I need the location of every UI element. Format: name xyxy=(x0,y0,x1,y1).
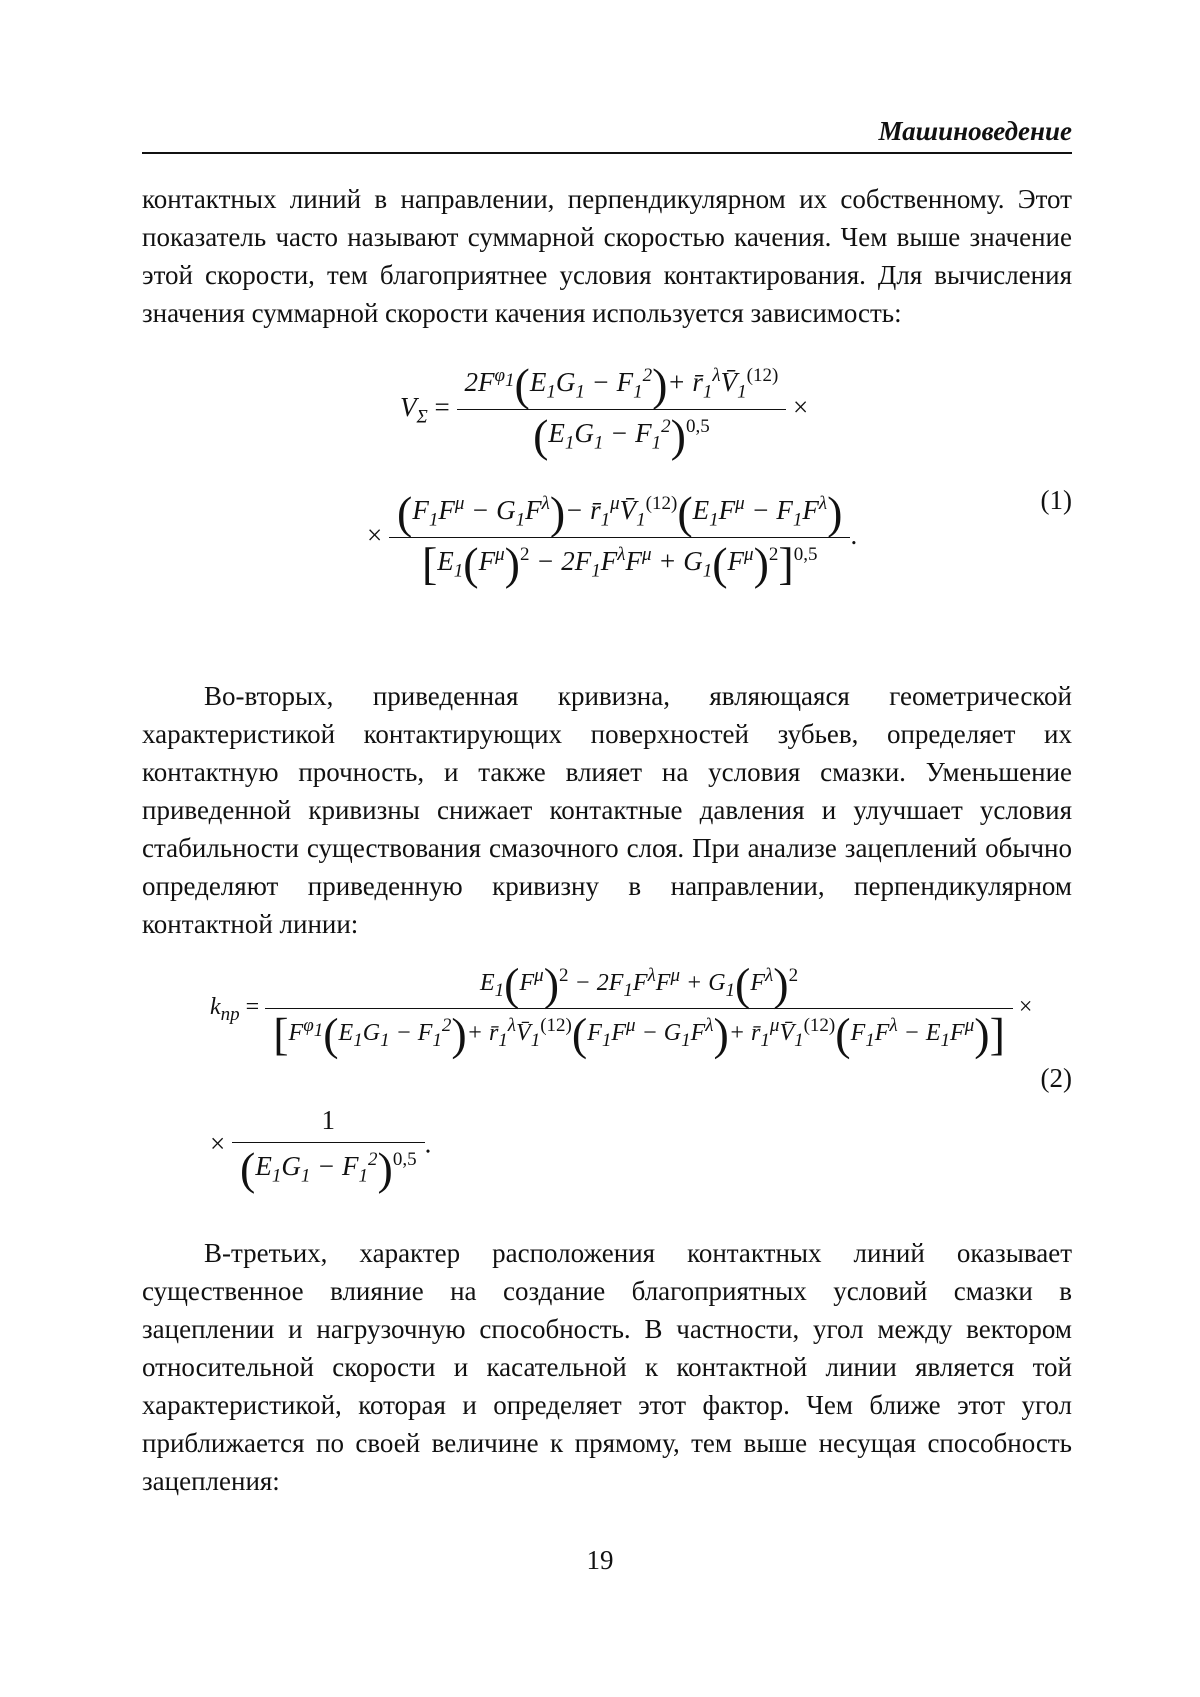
paragraph-1: контактных линий в направлении, перпендикулярном их собственному. Этот показатель часто называют суммарной скоростью качения. Чем выше значение этой скорости, тем благоприятнее условия контактирования. Для вычисления значения суммарной скорости качения используется зависимость: xyxy=(142,180,1072,332)
equation-2 xyxy=(142,965,1072,1205)
equation-2-line-2: × 1 (E1G1 − F12)0,5 . xyxy=(210,1105,431,1187)
page-number: 19 xyxy=(0,1545,1200,1576)
running-header: Машиноведение xyxy=(142,112,1072,154)
equation-1 xyxy=(142,365,1072,655)
equation-2-line-1: knp = E1(Fμ)2 − 2F1FλFμ + G1(Fλ)2 [Fφ1(E1G1 − F12)+ r̄1λV̄1(12)(F1Fμ − G1Fλ)+ r̄1μV̄1(12)(F1Fλ − E1Fμ)] × xyxy=(210,965,1032,1052)
equation-1-number: (1) xyxy=(1041,485,1072,516)
equation-2-number: (2) xyxy=(1041,1063,1072,1094)
equation-1-line-2: × (F1Fμ − G1Fλ)− r̄1μV̄1(12)(E1Fμ − F1Fλ) [E1(Fμ)2 − 2F1FλFμ + G1(Fμ)2]0,5 . xyxy=(367,493,857,583)
paragraph-3: В-третьих, характер расположения контактных линий оказывает существенное влияние на создание благоприятных условий смазки в зацеплении и нагрузочную способность. В частности, угол между вектором относительной скорости и касательной к контактной линии является той характеристикой, которая и определяет этот фактор. Чем ближе этот угол приближается по своей величине к прямому, тем выше несущая способность зацепления: xyxy=(142,1234,1072,1500)
equation-1-line-1: VΣ = 2Fφ1(E1G1 − F12)+ r̄1λV̄1(12) (E1G1 − F12)0,5 × xyxy=(400,365,808,455)
paragraph-2: Во-вторых, приведенная кривизна, являющаяся геометрической характеристикой контактирующих поверхностей зубьев, определяет их контактную прочность, и также влияет на условия смазки. Уменьшение приведенной кривизны снижает контактные давления и улучшает условия стабильности существования смазочного слоя. При анализе зацеплений обычно определяют приведенную кривизну в направлении, перпендикулярном контактной линии: xyxy=(142,677,1072,943)
